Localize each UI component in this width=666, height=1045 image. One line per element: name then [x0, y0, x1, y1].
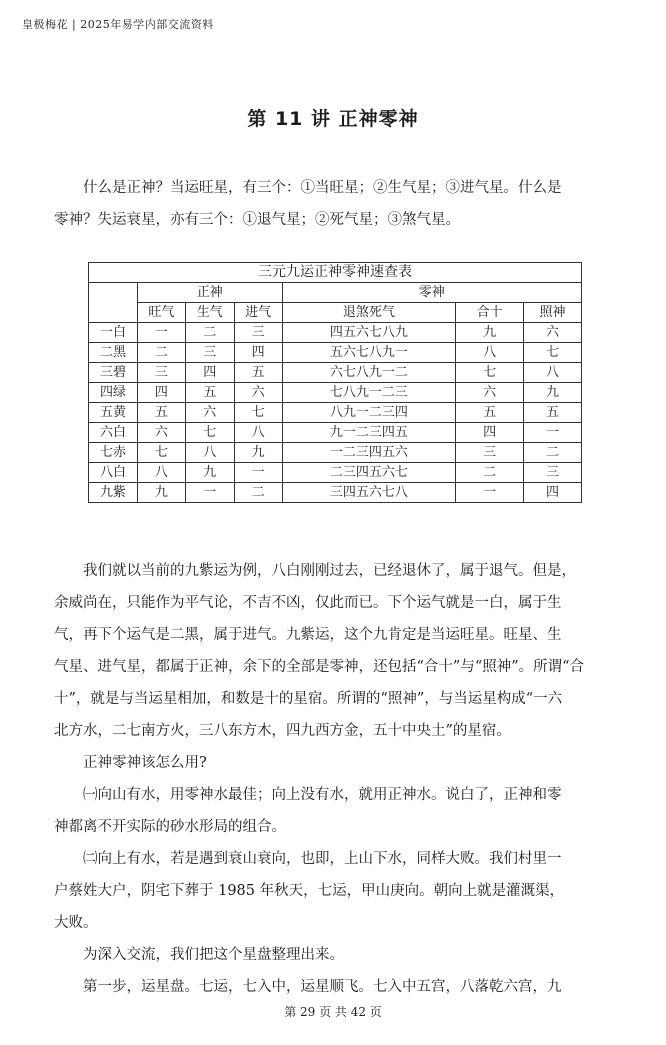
table-cell: 二 — [137, 343, 185, 363]
table-cell: 四 — [524, 483, 582, 503]
table-cell: 一 — [137, 323, 185, 343]
table-cell: 八九一二三四 — [282, 403, 456, 423]
column-header: 旺气 — [137, 303, 185, 323]
table-cell: 九 — [456, 323, 524, 343]
row-name-cell: 九紫 — [89, 483, 138, 503]
page-number: 第 29 页 共 42 页 — [284, 1005, 382, 1019]
column-header: 合十 — [456, 303, 524, 323]
table-cell: 四 — [234, 343, 282, 363]
table-cell: 五 — [185, 383, 234, 403]
table-cell: 五 — [234, 363, 282, 383]
table-cell: 六 — [185, 403, 234, 423]
table-cell: 八 — [456, 343, 524, 363]
table-cell: 四 — [456, 423, 524, 443]
table-cell: 七 — [456, 363, 524, 383]
row-name-cell: 一白 — [89, 323, 138, 343]
group-zheng-header: 正神 — [137, 283, 282, 303]
table-row — [89, 323, 582, 343]
table-cell: 二 — [456, 463, 524, 483]
table-cell: 六 — [524, 323, 582, 343]
table-row — [89, 483, 582, 503]
table-cell: 九 — [137, 483, 185, 503]
body-line: 第一步，运星盘。七运，七入中，运星顺飞。七入中五宫，八落乾六宫，九 — [83, 979, 562, 995]
table-cell: 八 — [524, 363, 582, 383]
table-cell: 三 — [234, 323, 282, 343]
body-line: 余威尚在，只能作为平气论，不吉不凶，仅此而已。下个运气就是一白，属于生 — [54, 595, 562, 611]
row-name-cell: 六白 — [89, 423, 138, 443]
table-cell: 一 — [234, 463, 282, 483]
page-header: 皇极梅花 | 2025年易学内部交流资料 — [22, 18, 214, 31]
row-name-cell: 二黑 — [89, 343, 138, 363]
intro-line: 零神？失运衰星，亦有三个：①退气星；②死气星；③煞气星。 — [54, 212, 460, 228]
table-cell: 五 — [137, 403, 185, 423]
table-cell: 三 — [456, 443, 524, 463]
table-cell: 一 — [185, 483, 234, 503]
table-cell: 三 — [524, 463, 582, 483]
table-cell: 三四五六七八 — [282, 483, 456, 503]
table-body — [89, 323, 582, 503]
table-row — [89, 443, 582, 463]
body-text — [54, 555, 616, 1003]
column-header: 照神 — [524, 303, 582, 323]
table-cell: 七 — [137, 443, 185, 463]
table-cell: 八 — [185, 443, 234, 463]
body-line: 神都离不开实际的砂水形局的组合。 — [54, 819, 286, 835]
table-cell: 五 — [524, 403, 582, 423]
table-cell: 九 — [185, 463, 234, 483]
row-name-cell: 五黄 — [89, 403, 138, 423]
body-line: ㈠向山有水，用零神水最佳；向上没有水，就用正神水。说白了，正神和零 — [83, 787, 562, 803]
table-cell: 八 — [234, 423, 282, 443]
table-row — [89, 403, 582, 423]
table-cell: 四五六七八九 — [282, 323, 456, 343]
table-cell: 二三四五六七 — [282, 463, 456, 483]
table-cell: 九 — [524, 383, 582, 403]
quick-reference-table — [88, 262, 582, 503]
body-line: 气星、进气星，都属于正神，余下的全部是零神，还包括“合十”与“照神”。所谓“合 — [54, 659, 585, 675]
table-cell: 七八九一二三 — [282, 383, 456, 403]
table-cell: 八 — [137, 463, 185, 483]
table-row — [89, 383, 582, 403]
table-cell: 一二三四五六 — [282, 443, 456, 463]
table-cell: 二 — [524, 443, 582, 463]
table-cell: 二 — [185, 323, 234, 343]
row-name-cell: 七赤 — [89, 443, 138, 463]
table-cell: 六七八九一二 — [282, 363, 456, 383]
row-name-cell: 四绿 — [89, 383, 138, 403]
table-cell: 三 — [185, 343, 234, 363]
table-cell: 七 — [234, 403, 282, 423]
table-cell: 三 — [137, 363, 185, 383]
table-cell: 四 — [185, 363, 234, 383]
table-cell: 六 — [137, 423, 185, 443]
table-cell: 六 — [456, 383, 524, 403]
body-line: 十”，就是与当运星相加，和数是十的星宿。所谓的“照神”，与当运星构成“一六 — [54, 691, 563, 707]
table-cell: 二 — [234, 483, 282, 503]
table-row — [89, 343, 582, 363]
body-line: 户蔡姓大户，阴宅下葬于 1985 年秋天，七运，甲山庚向。朝向上就是灌溉渠， — [54, 883, 565, 899]
body-line: 气，再下个运气是二黑，属于进气。九紫运，这个九肯定是当运旺星。旺星、生 — [54, 627, 562, 643]
column-header: 进气 — [234, 303, 282, 323]
table-row — [89, 423, 582, 443]
body-line: 我们就以当前的九紫运为例，八白刚刚过去，已经退休了，属于退气。但是， — [83, 563, 576, 579]
table-caption: 三元九运正神零神速查表 — [89, 263, 582, 283]
column-header: 生气 — [185, 303, 234, 323]
lecture-title: 第 11 讲 正神零神 — [247, 108, 419, 130]
corner-cell — [89, 283, 138, 323]
row-name-cell: 八白 — [89, 463, 138, 483]
table-cell: 一 — [456, 483, 524, 503]
table-cell: 九 — [234, 443, 282, 463]
group-ling-header: 零神 — [282, 283, 581, 303]
table-cell: 五六七八九一 — [282, 343, 456, 363]
intro-paragraph — [54, 172, 616, 236]
table-cell: 四 — [137, 383, 185, 403]
body-line: 为深入交流，我们把这个星盘整理出来。 — [83, 947, 344, 963]
body-line: ㈡向上有水，若是遇到衰山衰向，也即，上山下水，同样大败。我们村里一 — [83, 851, 562, 867]
table-cell: 一 — [524, 423, 582, 443]
table-cell: 五 — [456, 403, 524, 423]
intro-line: 什么是正神？当运旺星，有三个：①当旺星；②生气星；③进气星。什么是 — [83, 180, 562, 196]
body-line: 大败。 — [54, 915, 98, 931]
table-cell: 七 — [524, 343, 582, 363]
column-header: 退煞死气 — [282, 303, 456, 323]
table-row — [89, 363, 582, 383]
table-cell: 六 — [234, 383, 282, 403]
table-row — [89, 463, 582, 483]
table-cell: 九一二三四五 — [282, 423, 456, 443]
body-line: 北方水，二七南方火，三八东方木，四九西方金，五十中央土”的星宿。 — [54, 723, 511, 739]
row-name-cell: 三碧 — [89, 363, 138, 383]
body-line: 正神零神该怎么用? — [83, 755, 207, 771]
table-cell: 七 — [185, 423, 234, 443]
